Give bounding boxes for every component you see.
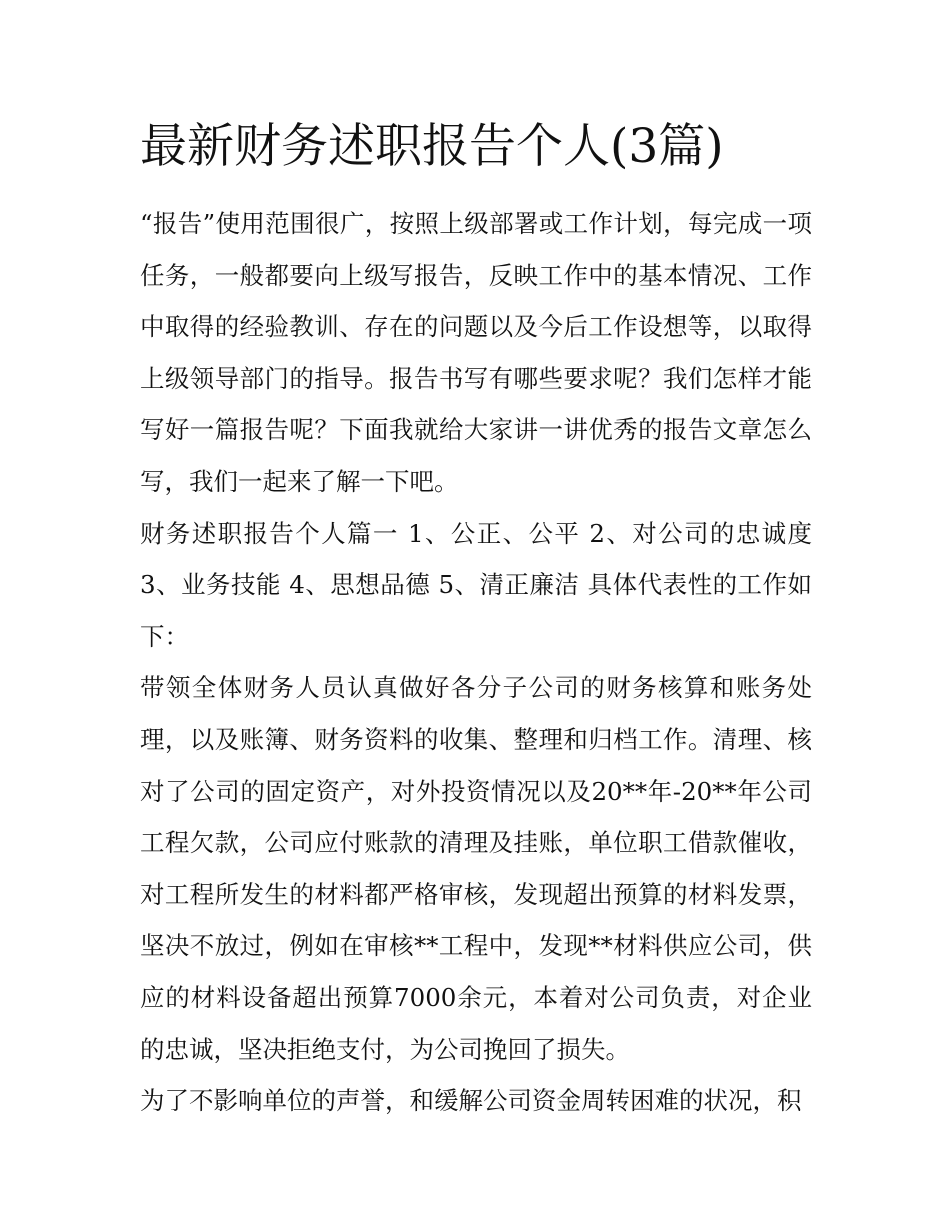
page-title: 最新财务述职报告个人(3篇) bbox=[140, 119, 724, 174]
intro-paragraph: “报告”使用范围很广，按照上级部署或工作计划，每完成一项任务，一般都要向上级写报告，反映工作中的基本情况、工作中取得的经验教训、存在的问题以及今后工作设想等，以取得上级领导部门的指导。报告书写有哪些要求呢？我们怎样才能写好一篇报告呢？下面我就给大家讲一讲优秀的报告文章怎么写，我们一起来了解一下吧。 bbox=[140, 209, 812, 496]
continuation-paragraph: 为了不影响单位的声誉，和缓解公司资金周转困难的状况，积 bbox=[140, 1086, 802, 1116]
document-body bbox=[140, 198, 812, 1127]
section-one-summary-paragraph: 财务述职报告个人篇一 1、公正、公平 2、对公司的忠诚度 3、业务技能 4、思想品德 5、清正廉洁 具体代表性的工作如下： bbox=[140, 518, 812, 651]
work-detail-paragraph: 带领全体财务人员认真做好各分子公司的财务核算和账务处理，以及账簿、财务资料的收集、整理和归档工作。清理、核对了公司的固定资产，对外投资情况以及20**年-20**年公司工程欠款，公司应付账款的清理及挂账，单位职工借款催收，对工程所发生的材料都严格审核，发现超出预算的材料发票，坚决不放过，例如在审核**工程中，发现**材料供应公司，供应的材料设备超出预算7000余元，本着对公司负责，对企业的忠诚，坚决拒绝支付，为公司挽回了损失。 bbox=[140, 673, 812, 1064]
